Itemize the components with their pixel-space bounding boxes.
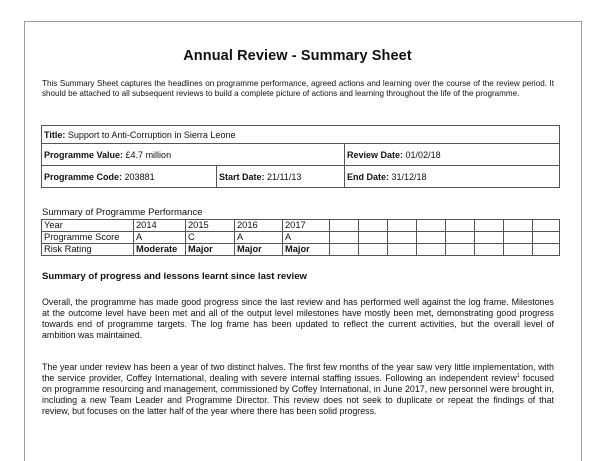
value-cell (42, 144, 345, 166)
risk-row (42, 244, 560, 256)
footnote-marker[interactable]: 1 (516, 373, 520, 380)
score-cell: A (283, 232, 330, 244)
score-cell: C (186, 232, 235, 244)
empty-cell (446, 232, 475, 244)
empty-cell (359, 220, 388, 232)
empty-cell (504, 244, 533, 256)
value-row (42, 144, 560, 166)
programme-value-label: Programme Value: (44, 149, 124, 160)
progress-heading: Summary of progress and lessons learnt since last review (42, 271, 307, 282)
risk-label: Risk Rating (42, 244, 134, 256)
empty-cell (330, 232, 359, 244)
risk-cell: Major (283, 244, 330, 256)
empty-cell (330, 244, 359, 256)
programme-code-label: Programme Code: (44, 171, 123, 182)
programme-code-value: 203881 (124, 171, 155, 182)
empty-cell (504, 220, 533, 232)
start-date-label: Start Date: (219, 171, 265, 182)
empty-cell (359, 244, 388, 256)
empty-cell (417, 244, 446, 256)
empty-cell (533, 232, 560, 244)
paragraph-2-part-1: The year under review has been a year of two distinct halves. The first few months of the year saw very little implementation, with the service provider, Coffey International, dealing with severe internal staffing issues. Following an independent review (42, 362, 554, 383)
end-date-value: 31/12/18 (391, 171, 427, 182)
empty-cell (475, 244, 504, 256)
programme-value: £4.7 million (125, 149, 172, 160)
empty-cell (330, 220, 359, 232)
score-cell: A (235, 232, 283, 244)
empty-cell (475, 232, 504, 244)
intro-text: This Summary Sheet captures the headlines on programme performance, agreed actions and learning over the course of the review period. It should be attached to all subsequent reviews to build a complete picture of actions and learning throughout the life of the programme. (42, 79, 554, 98)
empty-cell (533, 220, 560, 232)
risk-cell: Major (235, 244, 283, 256)
dates-row (42, 166, 560, 188)
year-cell: 2016 (235, 220, 283, 232)
year-cell: 2015 (186, 220, 235, 232)
empty-cell (446, 244, 475, 256)
empty-cell (533, 244, 560, 256)
review-date-label: Review Date: (347, 149, 404, 160)
start-date-cell (217, 166, 345, 188)
year-cell: 2014 (134, 220, 186, 232)
code-cell (42, 166, 217, 188)
performance-table (41, 219, 560, 256)
year-cell: 2017 (283, 220, 330, 232)
empty-cell (417, 220, 446, 232)
programme-info-table (41, 125, 560, 188)
progress-paragraph-1: Overall, the programme has made good progress since the last review and has performed well against the log frame. Milestones at the outcome level have been met and all of the output level milestones have mostly been met, demonstrating good progress towards end of programme targets. The log frame has been updated to reflect the current activities, but the overall level of ambition was maintained. (42, 297, 554, 340)
empty-cell (359, 232, 388, 244)
performance-heading: Summary of Programme Performance (42, 207, 203, 218)
end-date-cell (345, 166, 560, 188)
score-cell: A (134, 232, 186, 244)
risk-cell: Major (186, 244, 235, 256)
title-label: Title: (44, 129, 66, 140)
document-title: Annual Review - Summary Sheet (183, 48, 412, 64)
start-date-value: 21/11/13 (267, 171, 302, 182)
empty-cell (388, 244, 417, 256)
empty-cell (475, 220, 504, 232)
empty-cell (417, 232, 446, 244)
score-label: Programme Score (42, 232, 134, 244)
end-date-label: End Date: (347, 171, 390, 182)
paragraph-2-part-2: focused on programme resourcing and management, commissioned by Coffey International, in June 2017, new personnel were brought in, including a new Team Leader and Programme Director. This review does not seek to duplicate or repeat the findings of that review, but focuses on the latter half of the year where there has been solid progress. (42, 373, 554, 416)
progress-paragraph-2 (42, 362, 554, 417)
empty-cell (388, 220, 417, 232)
title-cell (42, 126, 560, 144)
review-date-value: 01/02/18 (405, 149, 441, 160)
score-row (42, 232, 560, 244)
empty-cell (446, 220, 475, 232)
risk-cell: Moderate (134, 244, 186, 256)
empty-cell (388, 232, 417, 244)
empty-cell (504, 232, 533, 244)
title-row (42, 126, 560, 144)
year-row (42, 220, 560, 232)
year-label: Year (42, 220, 134, 232)
title-value: Support to Anti-Corruption in Sierra Leone (67, 129, 236, 140)
review-date-cell (345, 144, 560, 166)
